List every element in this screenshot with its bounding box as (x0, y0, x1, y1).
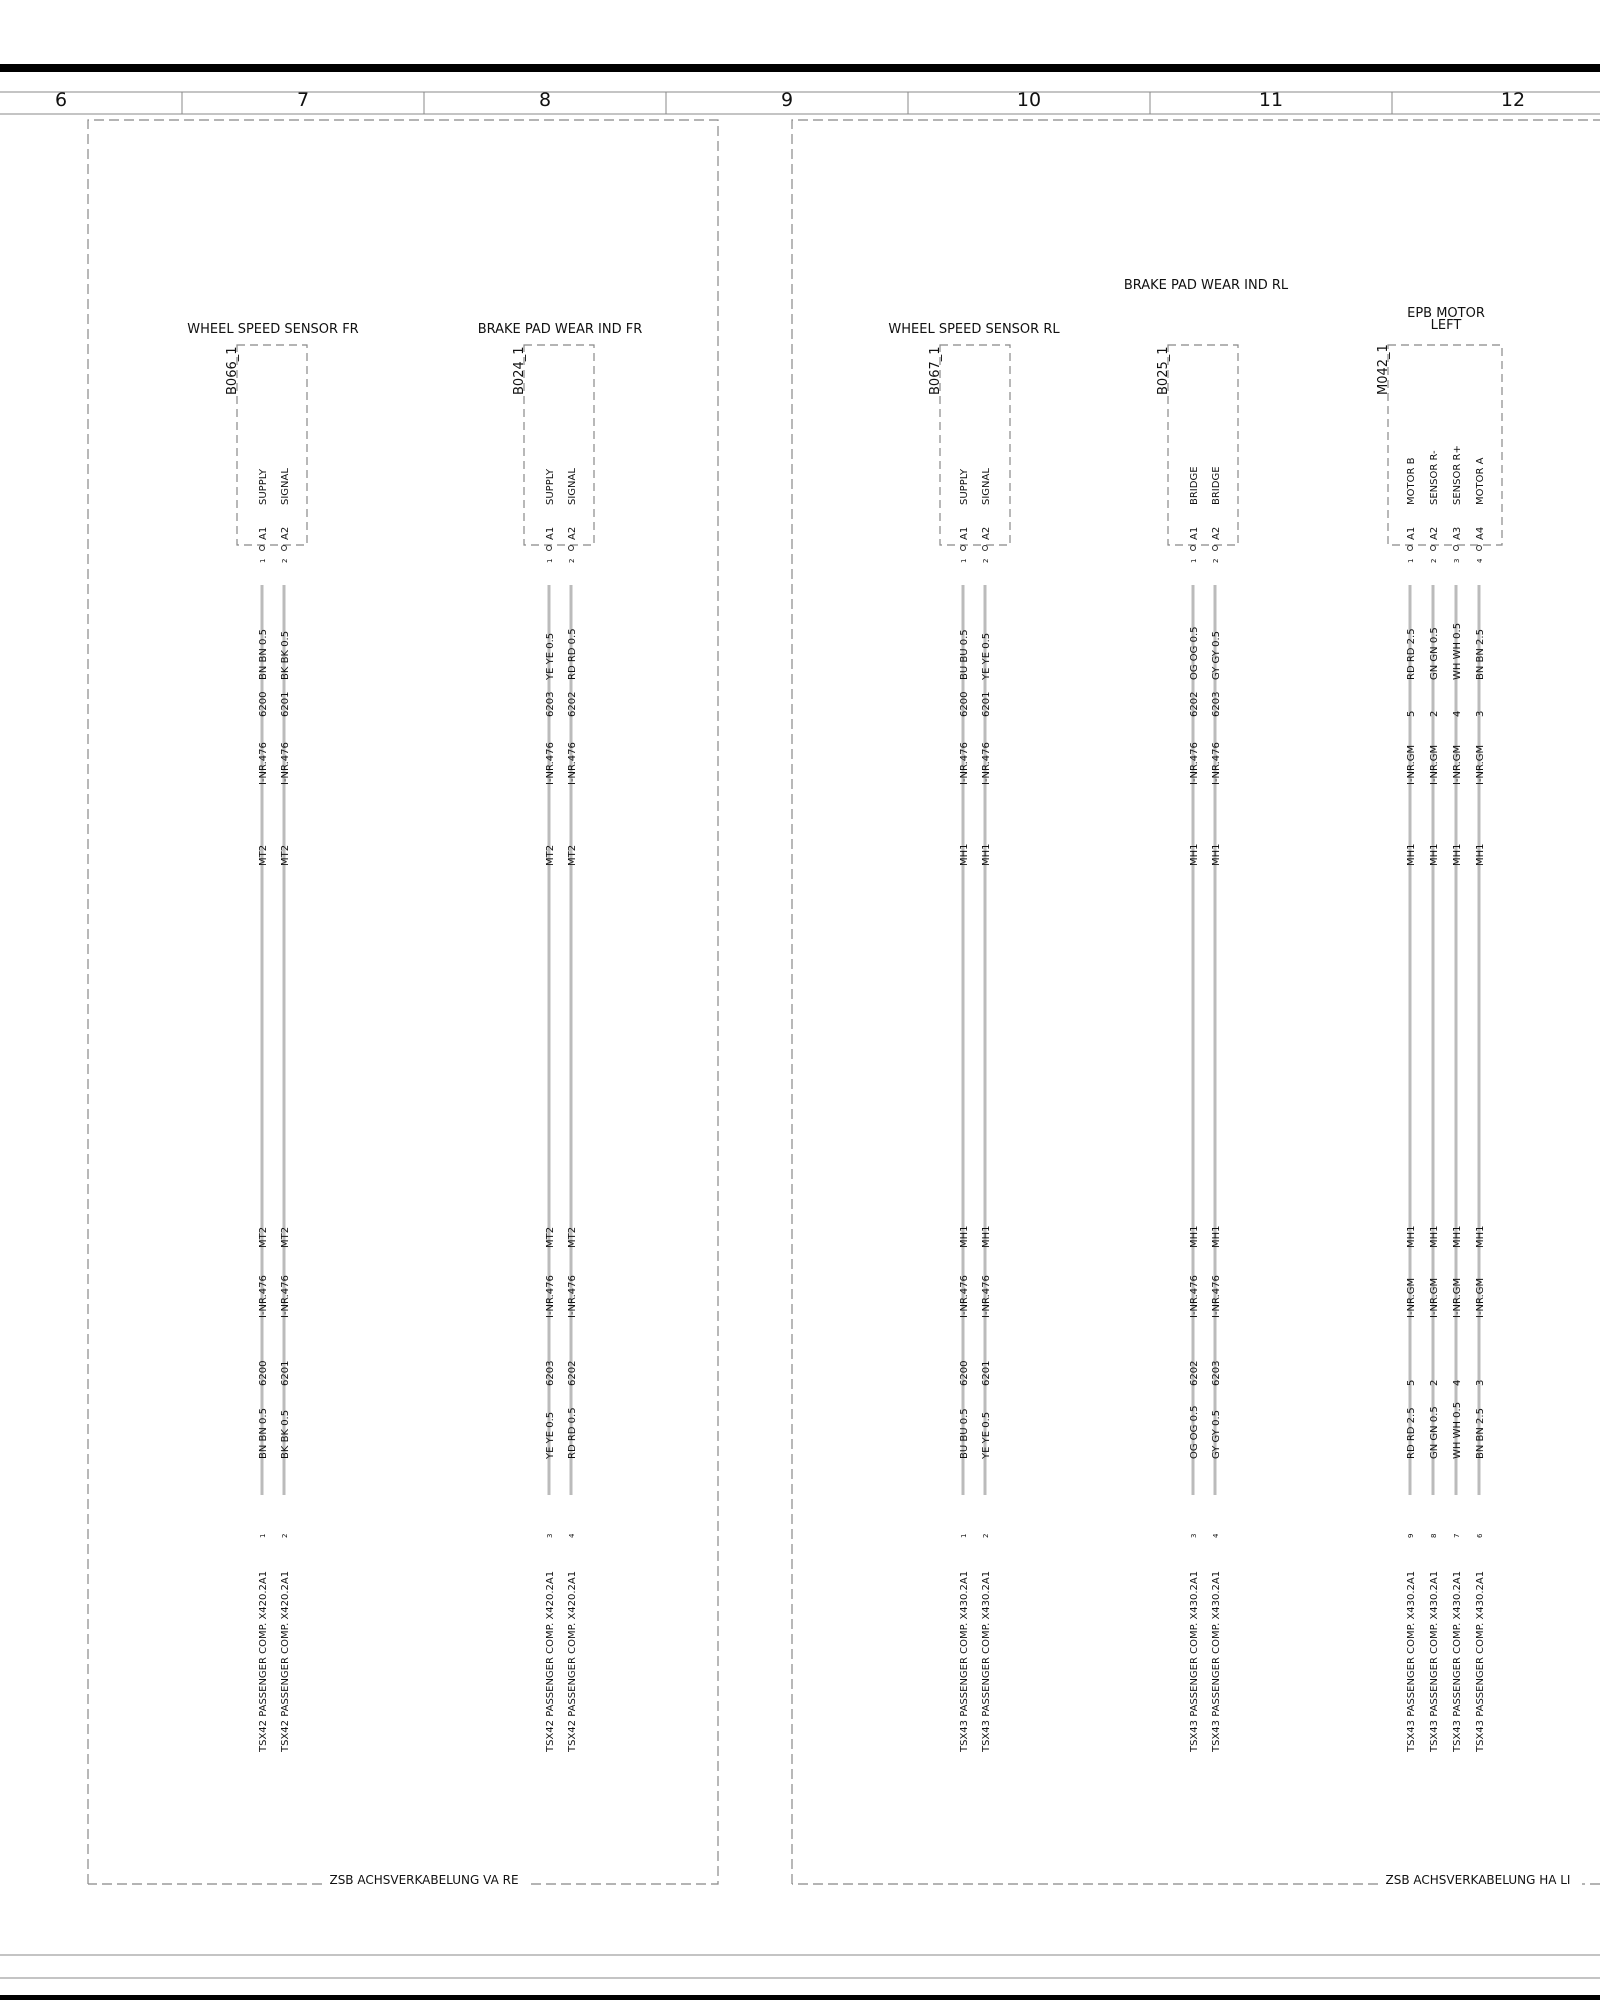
wire-a2 (1211, 466, 1222, 1753)
destination-pin-number: 3 (1190, 1533, 1198, 1538)
wire-top-label: MH1 (1475, 843, 1486, 866)
pin-label: A2 (280, 526, 291, 540)
pin-label: A2 (981, 526, 992, 540)
pin-number: 1 (546, 558, 554, 563)
wire-top-label: MT2 (280, 844, 291, 866)
wire-a2 (280, 468, 291, 1753)
wire-destination: TSX42 PASSENGER COMP. X420.2A1 (567, 1570, 578, 1752)
pin-terminal (282, 546, 287, 551)
wire-top-label: I-NR.476 (1211, 742, 1222, 785)
pin-terminal (1477, 546, 1482, 551)
pin-function-label: MOTOR B (1406, 457, 1417, 505)
wire-bottom-label: 6202 (567, 1360, 578, 1386)
grid-column-label: 10 (1016, 89, 1042, 111)
pin-function-label: SENSOR R+ (1452, 445, 1463, 505)
pin-function-label: SIGNAL (981, 468, 992, 505)
wire-top-label: I-NR.GM (1475, 744, 1486, 785)
component-ref: B024_1 (512, 346, 527, 395)
frame-label: ZSB ACHSVERKABELUNG HA LI (1385, 1873, 1571, 1887)
destination-pin-number: 4 (568, 1533, 576, 1538)
wire-top-label: 6200 (258, 691, 269, 717)
wire-bottom-label: BN BN 0.5 (258, 1408, 269, 1459)
component-title-line2: LEFT (1430, 318, 1462, 333)
pin-terminal (983, 546, 988, 551)
wire-bottom-label: 6200 (959, 1360, 970, 1386)
grid-column-label: 11 (1258, 89, 1284, 111)
wire-top-label: I-NR.476 (959, 742, 970, 785)
wire-top-label: 6201 (981, 691, 992, 717)
wire-bottom-label: MH1 (1211, 1225, 1222, 1248)
wire-top-label: MH1 (1452, 843, 1463, 866)
pin-terminal (961, 546, 966, 551)
wire-top-label: GY GY 0.5 (1211, 631, 1222, 680)
component-box (1168, 345, 1238, 545)
component-box (1388, 345, 1502, 545)
wire-bottom-label: BN BN 2.5 (1475, 1408, 1486, 1459)
wire-a1 (1406, 457, 1417, 1753)
wire-bottom-label: 4 (1452, 1379, 1463, 1386)
grid-column-label: 12 (1500, 89, 1526, 111)
wire-bottom-label: 3 (1475, 1379, 1486, 1386)
wire-top-label: I-NR.476 (545, 742, 556, 785)
pin-terminal (260, 546, 265, 551)
frame-label: ZSB ACHSVERKABELUNG VA RE (329, 1873, 519, 1887)
pin-label: A1 (959, 526, 970, 540)
wire-bottom-label: I-NR.476 (959, 1275, 970, 1318)
wire-bottom-label: 6202 (1189, 1360, 1200, 1386)
pin-label: A2 (1211, 526, 1222, 540)
wire-bottom-label: MT2 (567, 1226, 578, 1248)
wire-destination: TSX43 PASSENGER COMP. X430.2A1 (1211, 1570, 1222, 1752)
wire-bottom-label: 6203 (545, 1360, 556, 1386)
destination-pin-number: 6 (1476, 1533, 1484, 1538)
pin-label: A3 (1452, 526, 1463, 540)
wire-bottom-label: I-NR.GM (1429, 1277, 1440, 1318)
pin-function-label: SUPPLY (258, 468, 269, 505)
pin-number: 2 (982, 558, 990, 563)
wire-destination: TSX42 PASSENGER COMP. X420.2A1 (258, 1570, 269, 1752)
pin-number: 2 (1212, 558, 1220, 563)
pin-terminal (569, 546, 574, 551)
wire-destination: TSX42 PASSENGER COMP. X420.2A1 (545, 1570, 556, 1752)
wire-top-label: MT2 (545, 844, 556, 866)
wire-top-label: I-NR.GM (1429, 744, 1440, 785)
pin-function-label: SUPPLY (545, 468, 556, 505)
wire-top-label: I-NR.476 (280, 742, 291, 785)
wire-destination: TSX43 PASSENGER COMP. X430.2A1 (1429, 1570, 1440, 1752)
wire-a2 (567, 468, 578, 1753)
wire-bottom-label: MH1 (1452, 1225, 1463, 1248)
wire-top-label: MH1 (1211, 843, 1222, 866)
wire-top-label: 4 (1452, 710, 1463, 717)
destination-pin-number: 8 (1430, 1533, 1438, 1538)
pin-label: A2 (567, 526, 578, 540)
wire-top-label: 6202 (1189, 691, 1200, 717)
wire-bottom-label: MH1 (981, 1225, 992, 1248)
wire-top-label: BU BU 0.5 (959, 629, 970, 680)
pin-function-label: SIGNAL (567, 468, 578, 505)
wire-destination: TSX43 PASSENGER COMP. X430.2A1 (981, 1570, 992, 1752)
wire-top-label: YE YE 0.5 (545, 632, 556, 680)
wire-top-label: 2 (1429, 710, 1440, 717)
wire-bottom-label: WH WH 0.5 (1452, 1401, 1463, 1459)
wire-top-label: 5 (1406, 710, 1417, 717)
wire-bottom-label: 6200 (258, 1360, 269, 1386)
wire-bottom-label: BU BU 0.5 (959, 1408, 970, 1459)
wire-top-label: I-NR.476 (258, 742, 269, 785)
wire-bottom-label: I-NR.GM (1406, 1277, 1417, 1318)
component-b067_1 (888, 322, 1060, 1753)
pin-terminal (547, 546, 552, 551)
wire-a1 (258, 468, 269, 1753)
wire-top-label: MH1 (981, 843, 992, 866)
component-title: BRAKE PAD WEAR IND FR (477, 322, 643, 337)
wire-top-label: MH1 (1406, 843, 1417, 866)
destination-pin-number: 9 (1407, 1533, 1415, 1538)
component-title: BRAKE PAD WEAR IND RL (1123, 278, 1289, 293)
destination-pin-number: 2 (982, 1533, 990, 1538)
pin-function-label: SENSOR R- (1429, 450, 1440, 505)
wire-a2 (981, 468, 992, 1753)
wire-bottom-label: GY GY 0.5 (1211, 1410, 1222, 1459)
pin-label: A1 (545, 526, 556, 540)
wire-destination: TSX42 PASSENGER COMP. X420.2A1 (280, 1570, 291, 1752)
component-ref: B066_1 (225, 346, 240, 395)
wire-a3 (1452, 445, 1463, 1753)
pin-label: A4 (1475, 526, 1486, 540)
wire-bottom-label: 6203 (1211, 1360, 1222, 1386)
wire-top-label: OG OG 0.5 (1189, 626, 1200, 680)
pin-number: 2 (568, 558, 576, 563)
pin-number: 1 (960, 558, 968, 563)
pin-number: 2 (1430, 558, 1438, 563)
wire-top-label: 6203 (545, 691, 556, 717)
wire-top-label: I-NR.GM (1452, 744, 1463, 785)
wire-top-label: I-NR.476 (1189, 742, 1200, 785)
wire-bottom-label: OG OG 0.5 (1189, 1405, 1200, 1459)
frame-front-axle (88, 120, 718, 1887)
wire-bottom-label: I-NR.GM (1452, 1277, 1463, 1318)
pin-terminal (1454, 546, 1459, 551)
wire-bottom-label: MT2 (280, 1226, 291, 1248)
wire-bottom-label: MH1 (1429, 1225, 1440, 1248)
wire-bottom-label: 6201 (981, 1360, 992, 1386)
wire-destination: TSX43 PASSENGER COMP. X430.2A1 (1475, 1570, 1486, 1752)
wire-bottom-label: 6201 (280, 1360, 291, 1386)
wire-bottom-label: I-NR.476 (981, 1275, 992, 1318)
wire-bottom-label: I-NR.476 (258, 1275, 269, 1318)
wire-bottom-label: MH1 (1406, 1225, 1417, 1248)
component-b066_1 (187, 322, 358, 1753)
wire-bottom-label: I-NR.476 (567, 1275, 578, 1318)
component-b024_1 (478, 322, 643, 1753)
wire-bottom-label: I-NR.GM (1475, 1277, 1486, 1318)
wire-bottom-label: MH1 (1475, 1225, 1486, 1248)
wire-top-label: BN BN 0.5 (258, 629, 269, 680)
component-title: EPB MOTOR (1407, 306, 1485, 321)
wire-bottom-label: I-NR.476 (545, 1275, 556, 1318)
pin-number: 4 (1476, 558, 1484, 563)
wire-top-label: RD RD 0.5 (567, 628, 578, 680)
wire-top-label: 6201 (280, 691, 291, 717)
component-title: WHEEL SPEED SENSOR RL (888, 322, 1060, 337)
pin-number: 1 (259, 558, 267, 563)
pin-function-label: MOTOR A (1475, 457, 1486, 505)
component-box (940, 345, 1010, 545)
wire-top-label: I-NR.GM (1406, 744, 1417, 785)
wire-top-label: BK BK 0.5 (280, 630, 291, 680)
pin-terminal (1191, 546, 1196, 551)
wire-top-label: 6202 (567, 691, 578, 717)
wire-top-label: MT2 (567, 844, 578, 866)
wire-top-label: 6200 (959, 691, 970, 717)
wire-bottom-label: I-NR.476 (1189, 1275, 1200, 1318)
wire-top-label: GN GN 0.5 (1429, 627, 1440, 680)
wire-destination: TSX43 PASSENGER COMP. X430.2A1 (959, 1570, 970, 1752)
pin-label: A2 (1429, 526, 1440, 540)
pin-function-label: BRIDGE (1189, 466, 1200, 505)
wire-top-label: BN BN 2.5 (1475, 629, 1486, 680)
component-title: WHEEL SPEED SENSOR FR (187, 322, 359, 337)
wire-top-label: 3 (1475, 710, 1486, 717)
wire-bottom-label: 5 (1406, 1379, 1417, 1386)
pin-function-label: SUPPLY (959, 468, 970, 505)
component-ref: M042_1 (1376, 344, 1391, 395)
wire-bottom-label: GN GN 0.5 (1429, 1406, 1440, 1459)
pin-number: 3 (1453, 558, 1461, 563)
pin-label: A1 (1406, 526, 1417, 540)
wire-bottom-label: MT2 (258, 1226, 269, 1248)
wire-destination: TSX43 PASSENGER COMP. X430.2A1 (1189, 1570, 1200, 1752)
wire-bottom-label: YE YE 0.5 (981, 1411, 992, 1459)
destination-pin-number: 2 (281, 1533, 289, 1538)
wire-a1 (545, 468, 556, 1753)
wire-destination: TSX43 PASSENGER COMP. X430.2A1 (1452, 1570, 1463, 1752)
wire-a1 (1189, 466, 1200, 1753)
wire-top-label: 6203 (1211, 691, 1222, 717)
wire-top-label: MT2 (258, 844, 269, 866)
pin-label: A1 (1189, 526, 1200, 540)
pin-function-label: BRIDGE (1211, 466, 1222, 505)
wire-bottom-label: YE YE 0.5 (545, 1411, 556, 1459)
wire-bottom-label: 2 (1429, 1379, 1440, 1386)
component-box (524, 345, 594, 545)
pin-function-label: SIGNAL (280, 468, 291, 505)
pin-number: 1 (1190, 558, 1198, 563)
pin-number: 1 (1407, 558, 1415, 563)
component-ref: B067_1 (928, 346, 943, 395)
wire-bottom-label: I-NR.476 (280, 1275, 291, 1318)
grid-column-label: 9 (780, 89, 794, 111)
destination-pin-number: 3 (546, 1533, 554, 1538)
component-m042_1 (1376, 306, 1502, 1753)
wire-top-label: MH1 (1429, 843, 1440, 866)
destination-pin-number: 1 (259, 1533, 267, 1538)
bottom-border (0, 1995, 1600, 2000)
wire-top-label: MH1 (1189, 843, 1200, 866)
wire-bottom-label: MH1 (1189, 1225, 1200, 1248)
destination-pin-number: 1 (960, 1533, 968, 1538)
wire-top-label: YE YE 0.5 (981, 632, 992, 680)
wire-top-label: RD RD 2.5 (1406, 628, 1417, 680)
wire-top-label: MH1 (959, 843, 970, 866)
pin-terminal (1408, 546, 1413, 551)
wire-a1 (959, 468, 970, 1753)
component-ref: B025_1 (1156, 346, 1171, 395)
wire-a2 (1429, 450, 1440, 1753)
wire-top-label: I-NR.476 (981, 742, 992, 785)
wire-bottom-label: RD RD 0.5 (567, 1407, 578, 1459)
pin-label: A1 (258, 526, 269, 540)
wire-bottom-label: MT2 (545, 1226, 556, 1248)
pin-number: 2 (281, 558, 289, 563)
wire-bottom-label: RD RD 2.5 (1406, 1407, 1417, 1459)
wire-bottom-label: I-NR.476 (1211, 1275, 1222, 1318)
pin-terminal (1213, 546, 1218, 551)
wire-a4 (1475, 457, 1486, 1753)
wire-bottom-label: MH1 (959, 1225, 970, 1248)
top-border (0, 64, 1600, 72)
wire-top-label: WH WH 0.5 (1452, 622, 1463, 680)
component-b025_1 (1124, 278, 1289, 1753)
grid-column-label: 6 (54, 89, 68, 111)
wire-bottom-label: BK BK 0.5 (280, 1409, 291, 1459)
wire-destination: TSX43 PASSENGER COMP. X430.2A1 (1406, 1570, 1417, 1752)
destination-pin-number: 4 (1212, 1533, 1220, 1538)
grid-column-label: 7 (296, 89, 310, 111)
grid-column-label: 8 (538, 89, 552, 111)
pin-terminal (1431, 546, 1436, 551)
component-box (237, 345, 307, 545)
wire-top-label: I-NR.476 (567, 742, 578, 785)
components-layer (187, 278, 1502, 1753)
destination-pin-number: 7 (1453, 1533, 1461, 1538)
